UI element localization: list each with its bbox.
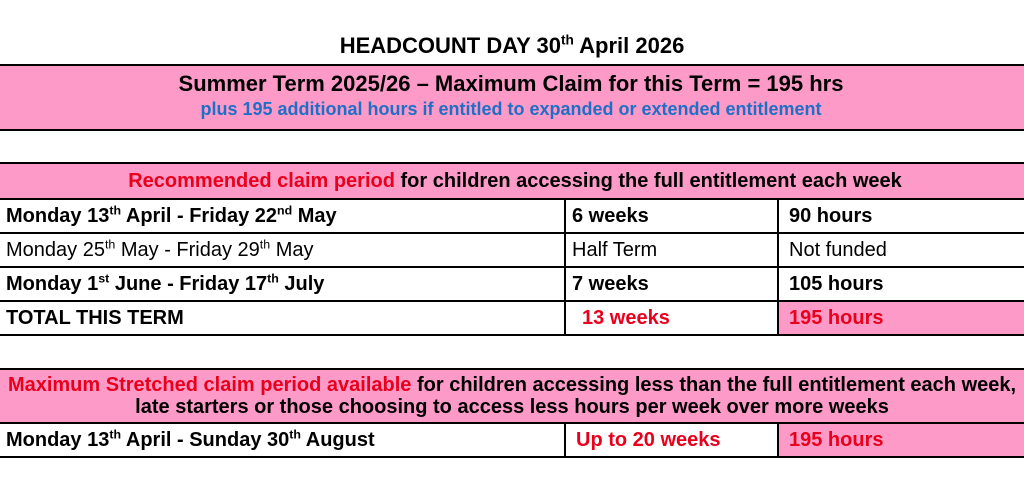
table-row <box>0 199 1024 233</box>
period-cell: Monday 13th April - Sunday 30th August <box>0 423 565 457</box>
total-label: TOTAL THIS TERM <box>0 301 565 335</box>
total-row <box>0 301 1024 335</box>
stretched-claim-table <box>0 368 1024 458</box>
weeks-cell: Up to 20 weeks <box>565 423 778 457</box>
weeks-cell: 6 weeks <box>565 199 778 233</box>
recommended-claim-table <box>0 162 1024 336</box>
summary-max-claim: Summer Term 2025/26 – Maximum Claim for this Term = 195 hrs <box>178 71 844 96</box>
page-title: HEADCOUNT DAY 30th April 2026 <box>339 32 685 58</box>
weeks-cell: Half Term <box>565 233 778 267</box>
recommended-header: Recommended claim period for children accessing the full entitlement each week <box>0 163 1024 199</box>
period-cell: Monday 1st June - Friday 17th July <box>0 267 565 301</box>
weeks-cell: 7 weeks <box>565 267 778 301</box>
hours-cell: 105 hours <box>778 267 1024 301</box>
summary-box <box>0 64 1024 131</box>
hours-cell: Not funded <box>778 233 1024 267</box>
period-cell: Monday 25th May - Friday 29th May <box>0 233 565 267</box>
table-row <box>0 267 1024 301</box>
table-header-row <box>0 163 1024 199</box>
summary-additional-hours: plus 195 additional hours if entitled to expanded or extended entitlement <box>200 99 822 119</box>
hours-cell: 90 hours <box>778 199 1024 233</box>
period-cell: Monday 13th April - Friday 22nd May <box>0 199 565 233</box>
total-hours: 195 hours <box>778 301 1024 335</box>
table-row <box>0 233 1024 267</box>
table-row <box>0 423 1024 457</box>
total-weeks: 13 weeks <box>565 301 778 335</box>
hours-cell: 195 hours <box>778 423 1024 457</box>
stretched-header: Maximum Stretched claim period available for children accessing less than the full entitlement each week, late starters or those choosing to access less hours per week over more weeks <box>0 369 1024 423</box>
table-header-row <box>0 369 1024 423</box>
